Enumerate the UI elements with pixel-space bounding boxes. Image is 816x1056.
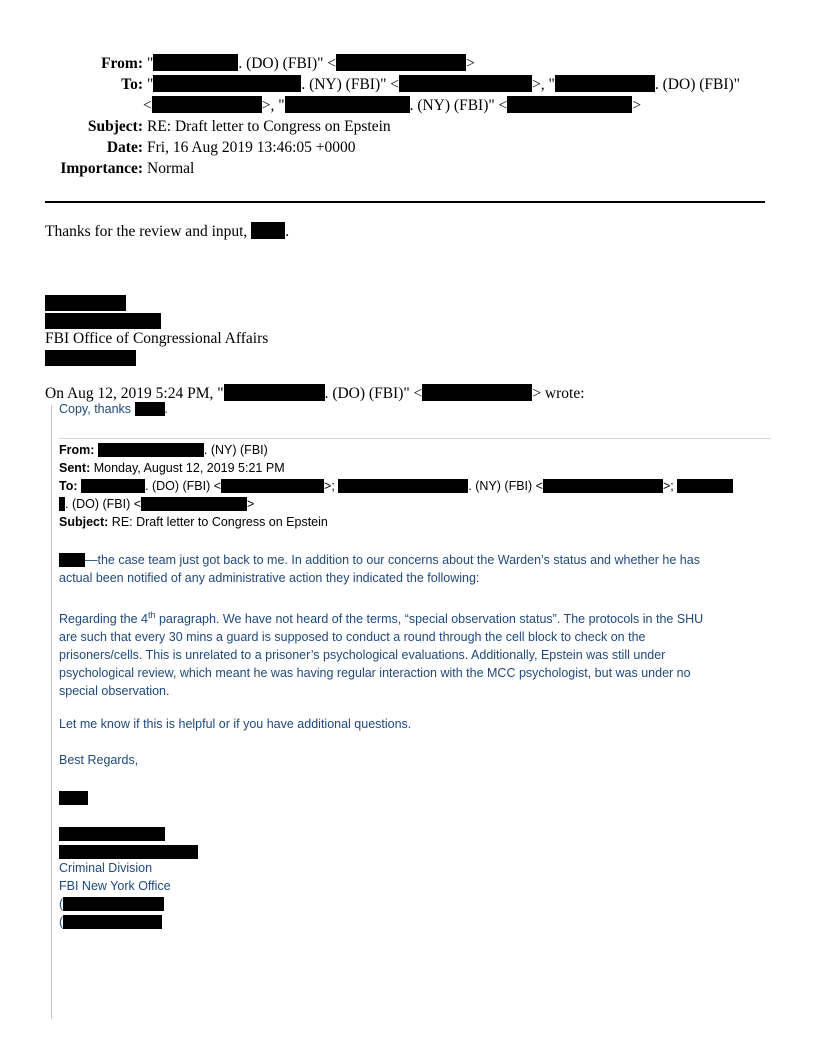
to-affil-3: . (NY) (FBI)" < [409,97,508,114]
on-wrote-affil: . (DO) (FBI)" < [324,385,423,402]
redaction [285,96,410,113]
redaction-sender-name [59,827,165,841]
date-label: Date: [106,139,143,156]
quoted-to-affil-3: . (DO) (FBI) < [65,497,142,511]
quoted-sent-label: Sent: [59,461,91,475]
from-affil: . (DO) (FBI)" < [238,55,337,72]
copy-thanks-text: Copy, thanks [59,402,132,416]
email-header [45,53,765,179]
quoted-to-row [59,479,733,493]
redaction [141,497,247,511]
quoted-divider [59,438,771,439]
redaction [251,222,285,239]
to-open: < [143,97,152,114]
redaction [336,54,466,71]
redaction-sender-initials [59,791,88,805]
para2-line2: are such that every 30 mins a guard is supposed to conduct a round through the cell block to check on the [59,630,646,645]
redaction-signature-name [45,295,126,311]
to-close: > [632,97,642,114]
to-affil-1: . (NY) (FBI)" < [301,76,400,93]
quoted-from-label: From: [59,443,95,457]
thanks-line [45,222,289,241]
thanks-period: . [285,223,290,240]
from-label: From: [101,55,143,72]
redaction [507,96,632,113]
header-subject-row [45,116,765,137]
quoted-to-sep-2: >; [662,479,674,493]
redaction [224,384,325,401]
header-date-row [45,137,765,158]
sender-division: Criminal Division [59,861,153,875]
redaction [338,479,468,493]
redaction-signature-phone [45,350,136,366]
subject-value: RE: Draft letter to Congress on Epstein [147,118,391,135]
quoted-sent-row [59,461,285,475]
para2-line5: special observation. [59,684,170,699]
to-sep-2: >, " [261,97,285,114]
redaction-signature-title [45,313,161,329]
on-wrote-tail: > wrote: [532,385,585,402]
para2-lead: Regarding the 4 [59,612,148,627]
importance-value: Normal [147,160,195,177]
copy-thanks-line [59,402,168,416]
redaction [221,479,324,493]
quoted-to-row-2 [59,497,254,511]
quoted-paragraph-1 [59,551,764,587]
para1-line1: —the case team just got back to me. In addition to our concerns about the Warden’s status and whether he has [85,553,700,567]
quoted-to-affil-2: . (NY) (FBI) < [468,479,543,493]
quoted-regards: Best Regards, [59,753,139,767]
thanks-text: Thanks for the review and input, [45,223,248,240]
sender-office: FBI New York Office [59,879,171,893]
para2-line3: prisoners/cells. This is unrelated to a prisoner’s psychological evaluations. Additionally, Epstein was still under [59,648,666,663]
quoted-to-sep-1: >; [324,479,335,493]
to-quote: " [147,76,154,93]
date-value: Fri, 16 Aug 2019 13:46:05 +0000 [147,139,356,156]
sender-phone-2 [59,915,162,929]
redaction [152,96,262,113]
from-quote: " [147,55,154,72]
para2-line1: paragraph. We have not heard of the terms, “special observation status”. The protocols in the SHU [155,612,704,627]
on-wrote-date: On Aug 12, 2019 5:24 PM, " [45,385,224,402]
importance-label: Importance: [60,160,143,177]
sender-phone-1 [59,897,164,911]
redaction [543,479,663,493]
to-value-line1 [147,74,765,95]
redaction [63,915,162,929]
redaction [135,402,165,416]
quote-bar [51,405,52,1019]
to-label: To: [121,76,143,93]
quoted-from-row [59,443,268,457]
redaction [63,897,164,911]
para1-line2: actual been notified of any administrative action they indicated the following: [59,571,480,585]
quoted-subject-row [59,515,328,529]
quoted-to-close: > [247,497,255,511]
redaction [399,75,532,92]
quoted-paragraph-2 [59,606,764,700]
redaction [153,54,238,71]
quoted-subject-value: RE: Draft letter to Congress on Epstein [111,515,328,529]
redaction [422,384,532,401]
quoted-from-value: . (NY) (FBI) [203,443,268,457]
para2-line4: psychological review, which meant he was having regular interaction with the MCC psychologist, but was under no [59,666,691,681]
phone-paren-2: ( [59,915,64,929]
redaction-sender-title [59,845,198,859]
header-divider [45,201,765,203]
on-wrote-line [45,384,585,403]
header-to-row-2 [45,95,765,116]
phone-paren-1: ( [59,897,64,911]
to-affil-2: . (DO) (FBI)" [654,76,740,93]
quoted-to-affil-1: . (DO) (FBI) < [145,479,222,493]
redaction [59,553,85,567]
quoted-sent-value: Monday, August 12, 2019 5:21 PM [93,461,285,475]
signature-org: FBI Office of Congressional Affairs [45,330,269,347]
para2-sup: th [147,610,156,620]
subject-label: Subject: [87,118,143,135]
redaction [81,479,145,493]
quoted-subject-label: Subject: [59,515,109,529]
from-value [147,53,765,74]
redaction [555,75,655,92]
copy-thanks-period: . [164,402,168,416]
redaction [153,75,301,92]
header-to-row [45,74,765,95]
to-value-line2 [143,95,765,116]
header-from-row [45,53,765,74]
quoted-paragraph-3: Let me know if this is helpful or if you have additional questions. [59,717,412,731]
quoted-to-label: To: [59,479,78,493]
from-close: > [466,55,475,72]
redaction [98,443,204,457]
to-sep-1: >, " [532,76,555,93]
header-importance-row [45,158,765,179]
redaction [677,479,733,493]
